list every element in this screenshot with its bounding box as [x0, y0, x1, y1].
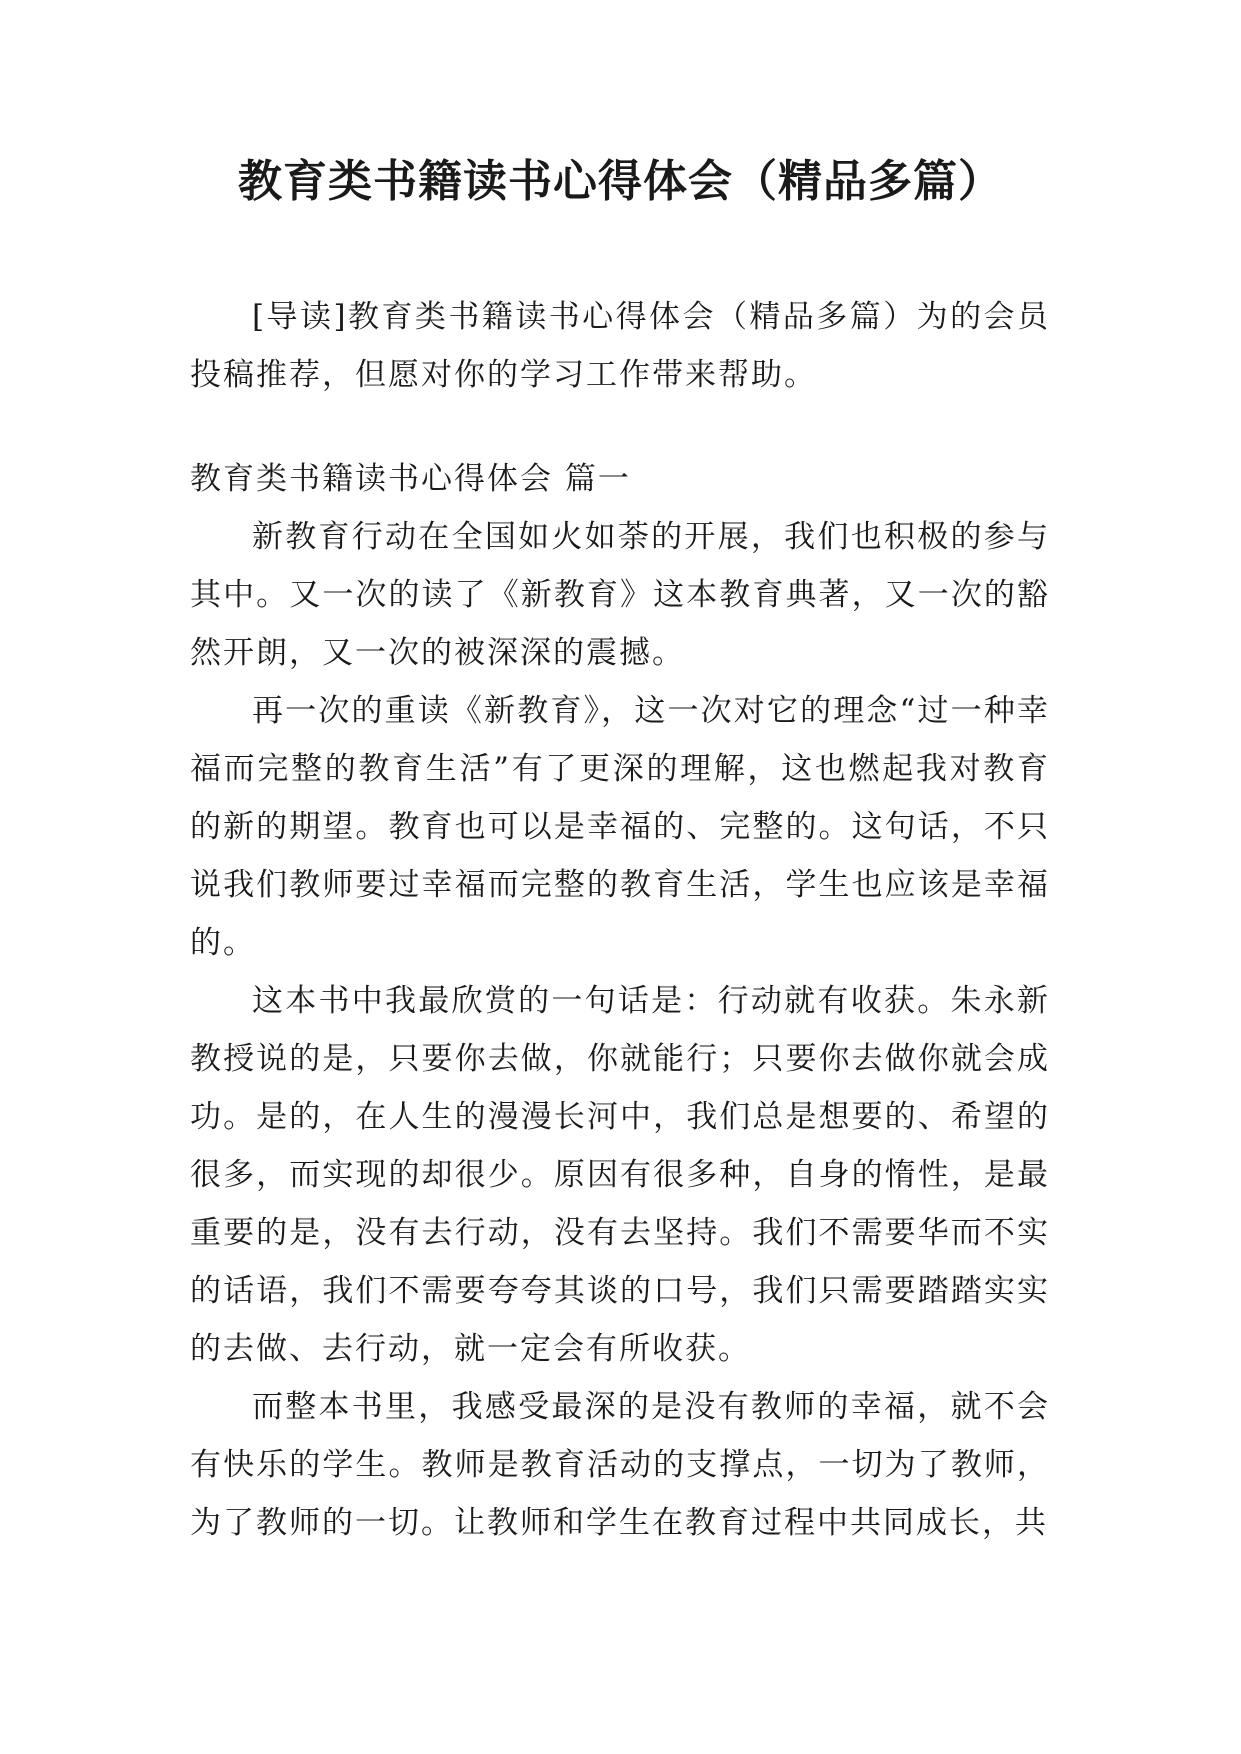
- body-paragraph: 再一次的重读《新教育》，这一次对它的理念“过一种幸福而完整的教育生活”有了更深的理解，这也燃起我对教育的新的期望。教育也可以是幸福的、完整的。这句话，不只说我们教师要过幸福而完整的教育生活，学生也应该是幸福的。: [190, 693, 1050, 961]
- lead-paragraph: [导读]教育类书籍读书心得体会（精品多篇）为的会员投稿推荐，但愿对你的学习工作带来帮助。: [190, 299, 1050, 393]
- document-body: [190, 288, 1050, 1552]
- body-paragraph: 而整本书里，我感受最深的是没有教师的幸福，就不会有快乐的学生。教师是教育活动的支撑点，一切为了教师，为了教师的一切。让教师和学生在教育过程中共同成长，共: [190, 1389, 1050, 1541]
- body-paragraph: 新教育行动在全国如火如荼的开展，我们也积极的参与其中。又一次的读了《新教育》这本教育典著，又一次的豁然开朗，又一次的被深深的震撼。: [190, 519, 1050, 671]
- document-title: 教育类书籍读书心得体会（精品多篇）: [238, 156, 1003, 207]
- body-paragraph: 这本书中我最欣赏的一句话是：行动就有收获。朱永新教授说的是，只要你去做，你就能行；只要你去做你就会成功。是的，在人生的漫漫长河中，我们总是想要的、希望的很多，而实现的却很少。原因有很多种，自身的惰性，是最重要的是，没有去行动，没有去坚持。我们不需要华而不实的话语，我们不需要夸夸其谈的口号，我们只需要踏踏实实的去做、去行动，就一定会有所收获。: [190, 983, 1050, 1367]
- section-heading: 教育类书籍读书心得体会 篇一: [190, 461, 631, 497]
